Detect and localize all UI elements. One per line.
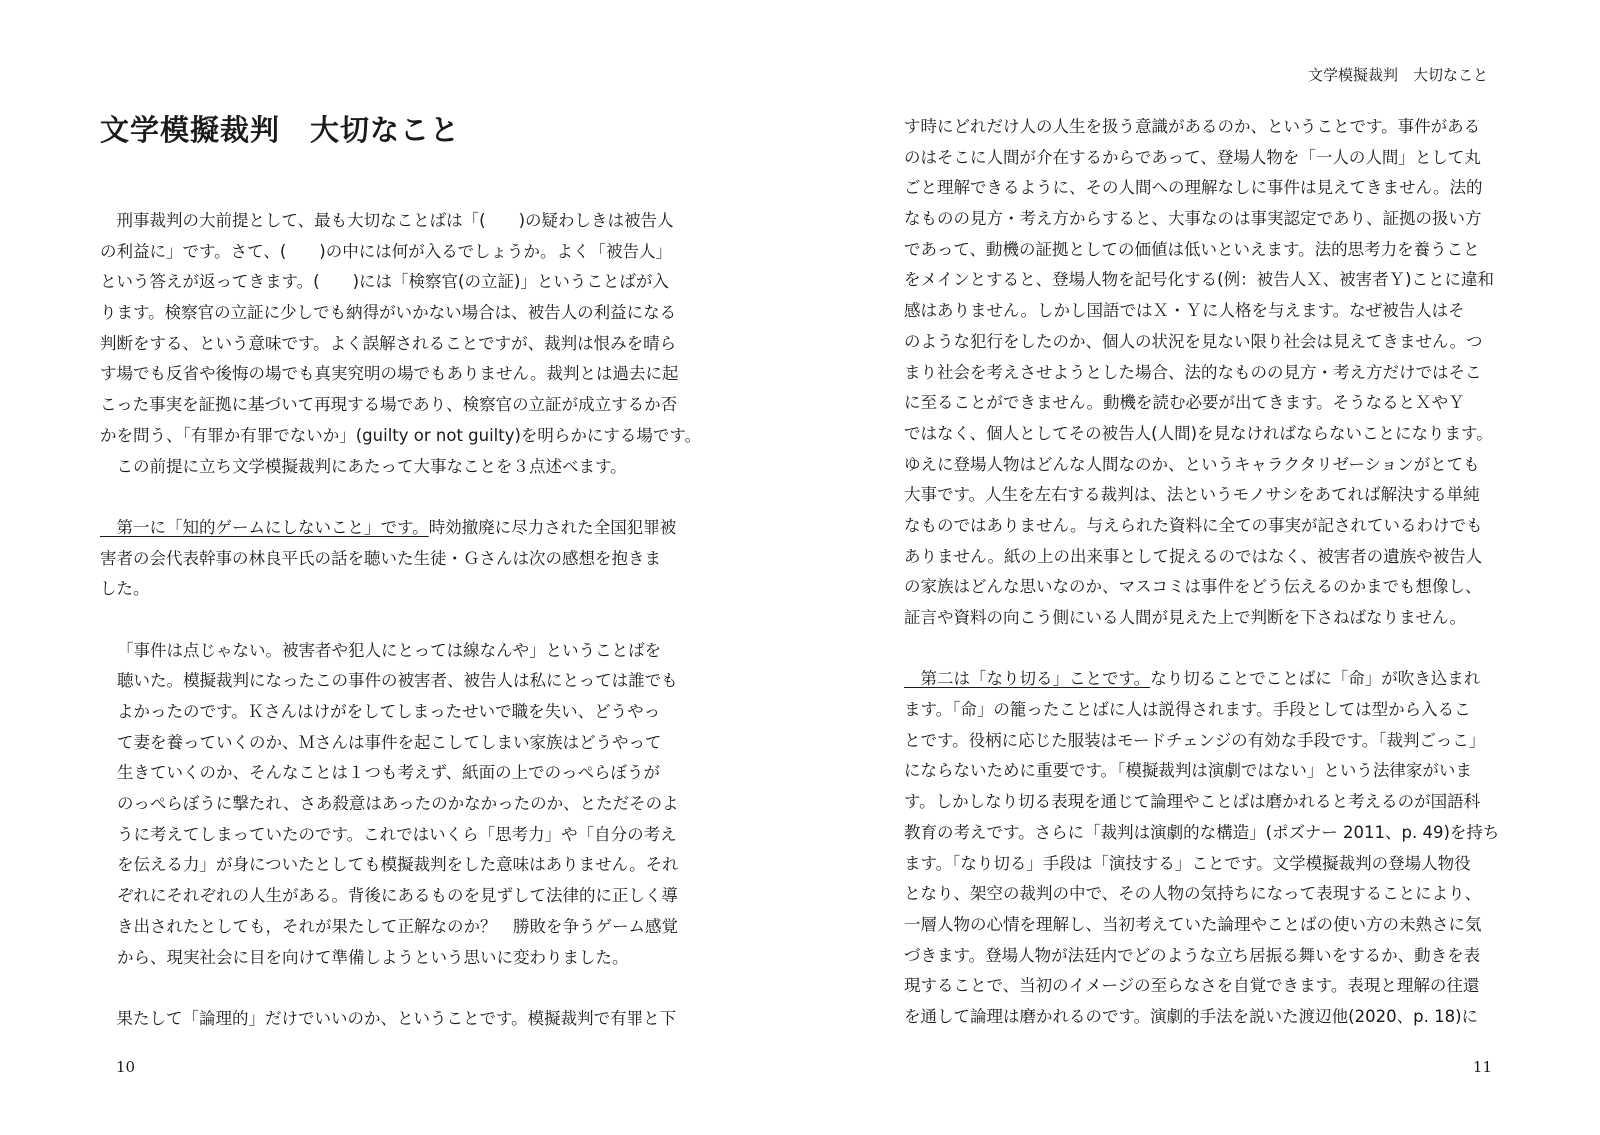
right-page xyxy=(800,0,1600,1135)
text-line: した。 xyxy=(100,579,150,599)
text-line: となり、架空の裁判の中で、その人物の気持ちになって表現することにより、 xyxy=(904,884,1482,904)
text-line: まり社会を考えさせようとした場合、法的なものの見方・考え方だけではそこ xyxy=(904,362,1482,382)
quote-line: うに考えてしまっていたのです。これではいくら「思考力」や「自分の考え xyxy=(117,824,677,844)
quote-line: 生きていくのか、そんなことは１つも考えず、紙面の上でのっぺらぼうが xyxy=(117,763,661,783)
text-line: 判断をする、という意味です。よく誤解されることですが、裁判は恨みを晴ら xyxy=(100,333,677,353)
text-line: こった事実を証拠に基づいて再現する場であり、検察官の立証が成立するか否 xyxy=(100,395,678,415)
text-line: の利益に」です。さて、( )の中には何が入るでしょうか。よく「被告人」 xyxy=(100,241,673,261)
text-line: のような犯行をしたのか、個人の状況を見ない限り社会は見えてきません。つ xyxy=(904,331,1483,351)
quote-line: から、現実社会に目を向けて準備しようという思いに変わりました。 xyxy=(117,947,629,967)
paragraph-gap xyxy=(100,482,706,513)
text-line: 一層人物の心情を理解し、当初考えていた論理やことばの使い方の未熟さに気 xyxy=(904,914,1482,934)
text-line: 大事です。人生を左右する裁判は、法というモノサシをあてれば解決する単純 xyxy=(904,485,1480,505)
paragraph-gap xyxy=(100,973,706,1004)
left-body-text xyxy=(100,206,706,1035)
text-line-rest: なり切ることでことばに「命」が吹き込まれ xyxy=(1150,669,1481,689)
text-line: であって、動機の証拠としての価値は低いといえます。法的思考力を養うこと xyxy=(904,239,1480,259)
text-line xyxy=(904,664,1514,695)
text-line: ごと理解できるように、その人間への理解なしに事件は見えてきません。法的 xyxy=(904,178,1483,198)
text-line xyxy=(100,513,706,544)
quote-line: き出されたとしても，それが果たして正解なのか？ 勝敗を争うゲーム感覚 xyxy=(117,916,678,936)
text-line: を通して論理は磨かれるのです。演劇的手法を説いた渡辺他(2020、p. 18)に xyxy=(904,1006,1479,1026)
underlined-point-two: 第二は「なり切る」ことです。 xyxy=(904,669,1151,689)
text-line: ます。「命」の籠ったことばに人は説得されます。手段としては型から入るこ xyxy=(904,700,1471,720)
quote-line: のっぺらぼうに撃たれ、さあ殺意はあったのかなかったのか、とただそのよ xyxy=(117,794,679,814)
text-line-rest: 時効撤廃に尽力された全国犯罪被 xyxy=(428,517,677,537)
text-line: ありません。紙の上の出来事として捉えるのではなく、被害者の遺族や被告人 xyxy=(904,546,1483,566)
text-line: 感はありません。しかし国語ではＸ・Ｙに人格を与えます。なぜ被告人はそ xyxy=(904,301,1465,321)
underlined-point-one: 第一に「知的ゲームにしないこと」です。 xyxy=(100,517,429,537)
text-line: づきます。登場人物が法廷内でどのような立ち居振る舞いをするか、動きを表 xyxy=(904,945,1481,965)
text-line: のはそこに人間が介在するからであって、登場人物を「一人の人間」として丸 xyxy=(904,147,1481,167)
text-line: この前提に立ち文学模擬裁判にあたって大事なことを３点述べます。 xyxy=(100,456,627,476)
running-header: 文学模擬裁判 大切なこと xyxy=(1307,66,1488,84)
text-line: 証言や資料の向こう側にいる人間が見えた上で判断を下さねばなりません。 xyxy=(904,608,1466,627)
text-line: ます。「なり切る」手段は「演技する」ことです。文学模擬裁判の登場人物役 xyxy=(904,853,1471,873)
text-line: 教育の考えです。さらに「裁判は演劇的な構造」(ポズナー 2011、p. 49)を持ち xyxy=(904,822,1500,842)
paragraph-gap xyxy=(100,605,706,636)
page-number-left: 10 xyxy=(116,1058,136,1076)
quote-line: を伝える力」が身についたとしても模擬裁判をした意味はありません。それ xyxy=(117,855,679,875)
text-line: 果たして「論理的」だけでいいのか、ということです。模擬裁判で有罪と下 xyxy=(100,1008,677,1028)
paragraph-gap xyxy=(904,634,1514,665)
text-line: す場でも反省や後悔の場でも真実究明の場でもありません。裁判とは過去に起 xyxy=(100,364,679,384)
text-line: に至ることができません。動機を読む必要が出てきます。そうなるとＸやＹ xyxy=(904,393,1465,413)
text-line: 刑事裁判の大前提として、最も大切なことばは「( )の疑わしきは被告人 xyxy=(100,211,674,230)
text-line: ゆえに登場人物はどんな人間なのか、というキャラクタリゼーションがとても xyxy=(904,454,1480,474)
text-line: にならないために重要です。「模擬裁判は演劇ではない」という法律家がいま xyxy=(904,761,1472,781)
text-line: す時にどれだけ人の人生を扱う意識があるのか、ということです。事件がある xyxy=(904,117,1481,136)
text-line: 害者の会代表幹事の林良平氏の話を聴いた生徒・Ｇさんは次の感想を抱きま xyxy=(100,548,661,568)
quote-line: ぞれにそれぞれの人生がある。背後にあるものを見ずして法律的に正しく導 xyxy=(117,886,678,906)
text-line: す。しかしなり切る表現を通じて論理やことばは磨かれると考えるのが国語科 xyxy=(904,792,1481,812)
text-line: かを問う、「有罪か有罪でないか」(guilty or not guilty)を明らかにする場です。 xyxy=(100,425,702,445)
quote-line: よかったのです。Ｋさんはけがをしてしまったせいで職を失い、どうやっ xyxy=(117,702,661,721)
text-line: ではなく、個人としてその被告人(人間)を見なければならないことになります。 xyxy=(904,423,1493,443)
chapter-title: 文学模擬裁判 大切なこと xyxy=(100,113,461,147)
text-line: ります。検察官の立証に少しでも納得がいかない場合は、被告人の利益になる xyxy=(100,303,677,323)
text-line: なものの見方・考え方からすると、大事なのは事実認定であり、証拠の扱い方 xyxy=(904,209,1482,229)
page-number-right: 11 xyxy=(1472,1058,1492,1076)
text-line: という答えが返ってきます。( )には「検察官(の立証)」ということばが入 xyxy=(100,272,669,292)
quote-line: て妻を養っていくのか、Ｍさんは事件を起こしてしまい家族はどうやって xyxy=(117,732,662,752)
text-line: をメインとすると、登場人物を記号化する(例：被告人Ｘ、被害者Ｙ)ことに違和 xyxy=(904,270,1495,290)
text-line: とです。役柄に応じた服装はモードチェンジの有効な手段です。「裁判ごっこ」 xyxy=(904,730,1486,750)
quote-line: 「事件は点じゃない。被害者や犯人にとっては線なんや」ということばを xyxy=(117,640,662,660)
text-line: なものではありません。与えられた資料に全ての事実が記されているわけでも xyxy=(904,515,1483,535)
text-line: 現することで、当初のイメージの至らなさを自覚できます。表現と理解の往還 xyxy=(904,976,1480,996)
quote-line: 聴いた。模擬裁判になったこの事件の被害者、被告人は私にとっては誰でも xyxy=(117,671,678,691)
text-line: の家族はどんな思いなのか、マスコミは事件をどう伝えるのかまでも想像し、 xyxy=(904,577,1482,597)
right-body-text xyxy=(904,112,1514,1033)
